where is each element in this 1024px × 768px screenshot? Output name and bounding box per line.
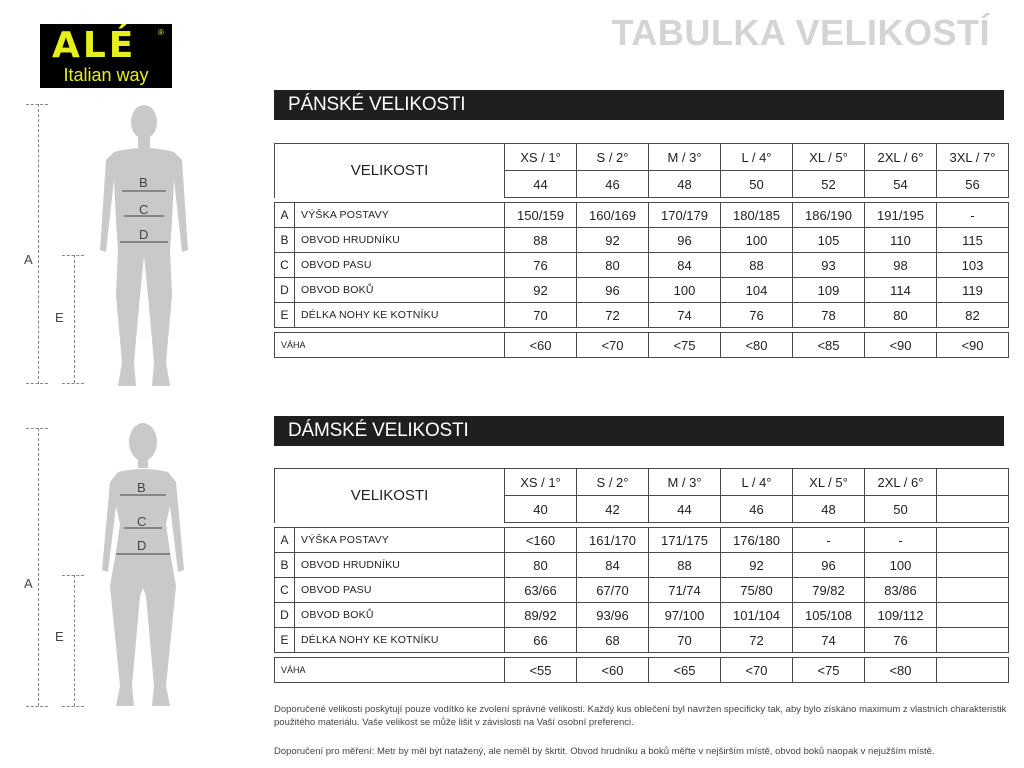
weight-value: <75 <box>793 658 865 683</box>
size-label: L / 4° <box>721 469 793 496</box>
measure-value: 88 <box>721 253 793 278</box>
weight-label: VÁHA <box>275 658 505 683</box>
logo-wordmark: ALÉ <box>52 25 137 66</box>
measure-value: 109/112 <box>865 603 937 628</box>
measure-letter: C <box>275 578 295 603</box>
measure-value: 80 <box>577 253 649 278</box>
measure-value <box>937 528 1009 553</box>
figure-label-a: A <box>24 576 33 591</box>
measure-value: 80 <box>865 303 937 328</box>
size-heading: VELIKOSTI <box>275 144 505 198</box>
measure-value: 114 <box>865 278 937 303</box>
eu-size-value: 54 <box>865 171 937 198</box>
measure-value: 76 <box>721 303 793 328</box>
women-section-title: DÁMSKÉ VELIKOSTI <box>288 420 469 441</box>
size-header-row <box>275 144 1009 171</box>
eu-size-value <box>937 496 1009 523</box>
measure-value: 186/190 <box>793 203 865 228</box>
measure-name: VÝŠKA POSTAVY <box>295 528 505 553</box>
table-row <box>275 553 1009 578</box>
brand-logo <box>40 24 172 88</box>
measure-value: 63/66 <box>505 578 577 603</box>
measure-value: 171/175 <box>649 528 721 553</box>
measure-value: 103 <box>937 253 1009 278</box>
measure-value: 100 <box>721 228 793 253</box>
measure-name: VÝŠKA POSTAVY <box>295 203 505 228</box>
eu-size-value: 44 <box>505 171 577 198</box>
measure-value: 72 <box>721 628 793 653</box>
logo-tagline: Italian way <box>63 65 149 85</box>
figure-label-e: E <box>55 310 64 325</box>
size-label: XL / 5° <box>793 144 865 171</box>
measure-value: - <box>793 528 865 553</box>
figure-label-c: C <box>137 514 147 529</box>
measure-value: 93/96 <box>577 603 649 628</box>
measure-value: - <box>937 203 1009 228</box>
measure-value: 92 <box>721 553 793 578</box>
measure-value: 79/82 <box>793 578 865 603</box>
eu-size-value: 40 <box>505 496 577 523</box>
measure-value <box>937 603 1009 628</box>
figure-label-e: E <box>55 629 64 644</box>
eu-size-value: 46 <box>721 496 793 523</box>
women-size-table <box>274 468 1009 683</box>
dim-line-a <box>38 104 39 384</box>
dim-tick <box>62 255 84 256</box>
size-label: 2XL / 6° <box>865 469 937 496</box>
dim-tick <box>62 575 84 576</box>
measure-value: 70 <box>649 628 721 653</box>
dim-line-e <box>74 575 75 706</box>
measure-value: 84 <box>577 553 649 578</box>
measure-value: 101/104 <box>721 603 793 628</box>
measure-letter: A <box>275 528 295 553</box>
eu-size-value: 56 <box>937 171 1009 198</box>
figure-label-d: D <box>137 538 147 553</box>
weight-row <box>275 333 1009 358</box>
figure-label-b: B <box>139 175 148 190</box>
weight-value: <70 <box>721 658 793 683</box>
measure-value: 70 <box>505 303 577 328</box>
measure-value: 98 <box>865 253 937 278</box>
measure-letter: C <box>275 253 295 278</box>
measure-name: OBVOD PASU <box>295 578 505 603</box>
female-silhouette-icon <box>100 420 186 710</box>
figure-label-c: C <box>139 202 149 217</box>
measure-value: 180/185 <box>721 203 793 228</box>
weight-label: VÁHA <box>275 333 505 358</box>
measure-letter: D <box>275 603 295 628</box>
measure-value <box>937 578 1009 603</box>
figure-label-b: B <box>137 480 146 495</box>
measure-name: OBVOD PASU <box>295 253 505 278</box>
size-label: S / 2° <box>577 469 649 496</box>
measure-value: 100 <box>649 278 721 303</box>
dim-tick <box>26 706 48 707</box>
eu-size-value: 48 <box>793 496 865 523</box>
size-label: S / 2° <box>577 144 649 171</box>
size-label: L / 4° <box>721 144 793 171</box>
eu-size-value: 48 <box>649 171 721 198</box>
size-label: XS / 1° <box>505 144 577 171</box>
measure-value: 84 <box>649 253 721 278</box>
measure-name: DÉLKA NOHY KE KOTNÍKU <box>295 628 505 653</box>
dim-line-a <box>38 428 39 706</box>
table-row <box>275 303 1009 328</box>
men-size-table <box>274 143 1009 358</box>
figure-label-d: D <box>139 227 149 242</box>
measure-value <box>937 628 1009 653</box>
measure-value: 89/92 <box>505 603 577 628</box>
measure-letter: D <box>275 278 295 303</box>
dim-tick <box>26 428 48 429</box>
measure-value: 74 <box>793 628 865 653</box>
measure-name: DÉLKA NOHY KE KOTNÍKU <box>295 303 505 328</box>
measure-value: 96 <box>793 553 865 578</box>
eu-size-value: 50 <box>865 496 937 523</box>
measure-value: 104 <box>721 278 793 303</box>
eu-size-value: 52 <box>793 171 865 198</box>
table-row <box>275 278 1009 303</box>
measure-letter: E <box>275 628 295 653</box>
weight-value: <75 <box>649 333 721 358</box>
eu-size-value: 50 <box>721 171 793 198</box>
measure-value: 119 <box>937 278 1009 303</box>
measure-value: 110 <box>865 228 937 253</box>
measure-value: 161/170 <box>577 528 649 553</box>
measure-value: 97/100 <box>649 603 721 628</box>
measure-value: 88 <box>649 553 721 578</box>
measure-value: 150/159 <box>505 203 577 228</box>
dim-tick <box>62 706 84 707</box>
measure-value <box>937 553 1009 578</box>
size-label: XL / 5° <box>793 469 865 496</box>
measure-value: 109 <box>793 278 865 303</box>
figure-label-a: A <box>24 252 33 267</box>
size-header-row <box>275 469 1009 496</box>
women-section-header <box>274 416 1004 446</box>
measure-value: 93 <box>793 253 865 278</box>
weight-value: <55 <box>505 658 577 683</box>
measure-value: 92 <box>577 228 649 253</box>
measure-name: OBVOD BOKŮ <box>295 278 505 303</box>
measure-letter: A <box>275 203 295 228</box>
size-guidance-note: Doporučené velikosti poskytují pouze vodítko ke zvolení správné velikosti. Každý kus oblečení byl navržen specificky tak, aby bylo získáno maximum z vlastních charakteristik použitého materiálu. Vaše velikost se může lišit v závislosti na Vaší osobní preferenci. <box>274 704 1007 728</box>
measure-value: <160 <box>505 528 577 553</box>
measure-value: 71/74 <box>649 578 721 603</box>
eu-size-value: 44 <box>649 496 721 523</box>
size-label: XS / 1° <box>505 469 577 496</box>
measure-value: 67/70 <box>577 578 649 603</box>
measure-value: 80 <box>505 553 577 578</box>
weight-value: <90 <box>937 333 1009 358</box>
table-row <box>275 628 1009 653</box>
size-label: 3XL / 7° <box>937 144 1009 171</box>
measure-value: 76 <box>505 253 577 278</box>
measure-name: OBVOD BOKŮ <box>295 603 505 628</box>
measure-value: - <box>865 528 937 553</box>
eu-size-value: 42 <box>577 496 649 523</box>
weight-value: <70 <box>577 333 649 358</box>
measure-value: 96 <box>649 228 721 253</box>
men-section-title: PÁNSKÉ VELIKOSTI <box>288 94 466 115</box>
table-row <box>275 203 1009 228</box>
measure-value: 96 <box>577 278 649 303</box>
measure-letter: B <box>275 228 295 253</box>
weight-value: <90 <box>865 333 937 358</box>
measure-value: 75/80 <box>721 578 793 603</box>
measure-value: 160/169 <box>577 203 649 228</box>
weight-row <box>275 658 1009 683</box>
dim-tick <box>26 383 48 384</box>
measure-letter: E <box>275 303 295 328</box>
dim-tick <box>62 383 84 384</box>
table-row <box>275 228 1009 253</box>
measure-value: 72 <box>577 303 649 328</box>
size-label <box>937 469 1009 496</box>
measure-value: 176/180 <box>721 528 793 553</box>
measure-value: 78 <box>793 303 865 328</box>
dim-line-e <box>74 255 75 383</box>
measure-name: OBVOD HRUDNÍKU <box>295 228 505 253</box>
weight-value: <60 <box>577 658 649 683</box>
measure-value: 170/179 <box>649 203 721 228</box>
weight-value <box>937 658 1009 683</box>
size-label: 2XL / 6° <box>865 144 937 171</box>
measure-name: OBVOD HRUDNÍKU <box>295 553 505 578</box>
weight-value: <85 <box>793 333 865 358</box>
measure-value: 82 <box>937 303 1009 328</box>
measure-value: 68 <box>577 628 649 653</box>
measure-value: 88 <box>505 228 577 253</box>
page-title: TABULKA VELIKOSTÍ <box>611 12 990 53</box>
measure-value: 74 <box>649 303 721 328</box>
measure-value: 100 <box>865 553 937 578</box>
table-row <box>275 253 1009 278</box>
table-row <box>275 603 1009 628</box>
measure-value: 115 <box>937 228 1009 253</box>
measure-value: 105 <box>793 228 865 253</box>
eu-size-value: 46 <box>577 171 649 198</box>
dim-tick <box>26 104 48 105</box>
measure-value: 105/108 <box>793 603 865 628</box>
men-section-header <box>274 90 1004 120</box>
size-label: M / 3° <box>649 469 721 496</box>
size-heading: VELIKOSTI <box>275 469 505 523</box>
measurement-advice-note: Doporučení pro měření: Metr by měl být natažený, ale neměl by škrtit. Obvod hrudníku a boků měřte v nejširším místě, obvod boků naopak v nejužším místě. <box>274 746 935 757</box>
measure-value: 191/195 <box>865 203 937 228</box>
weight-value: <80 <box>865 658 937 683</box>
table-row <box>275 578 1009 603</box>
weight-value: <80 <box>721 333 793 358</box>
measure-letter: B <box>275 553 295 578</box>
logo-registered-mark: ® <box>158 28 164 37</box>
size-label: M / 3° <box>649 144 721 171</box>
measure-value: 66 <box>505 628 577 653</box>
table-row <box>275 528 1009 553</box>
male-silhouette-icon <box>96 100 192 390</box>
weight-value: <60 <box>505 333 577 358</box>
measure-value: 92 <box>505 278 577 303</box>
weight-value: <65 <box>649 658 721 683</box>
measure-value: 83/86 <box>865 578 937 603</box>
measure-value: 76 <box>865 628 937 653</box>
